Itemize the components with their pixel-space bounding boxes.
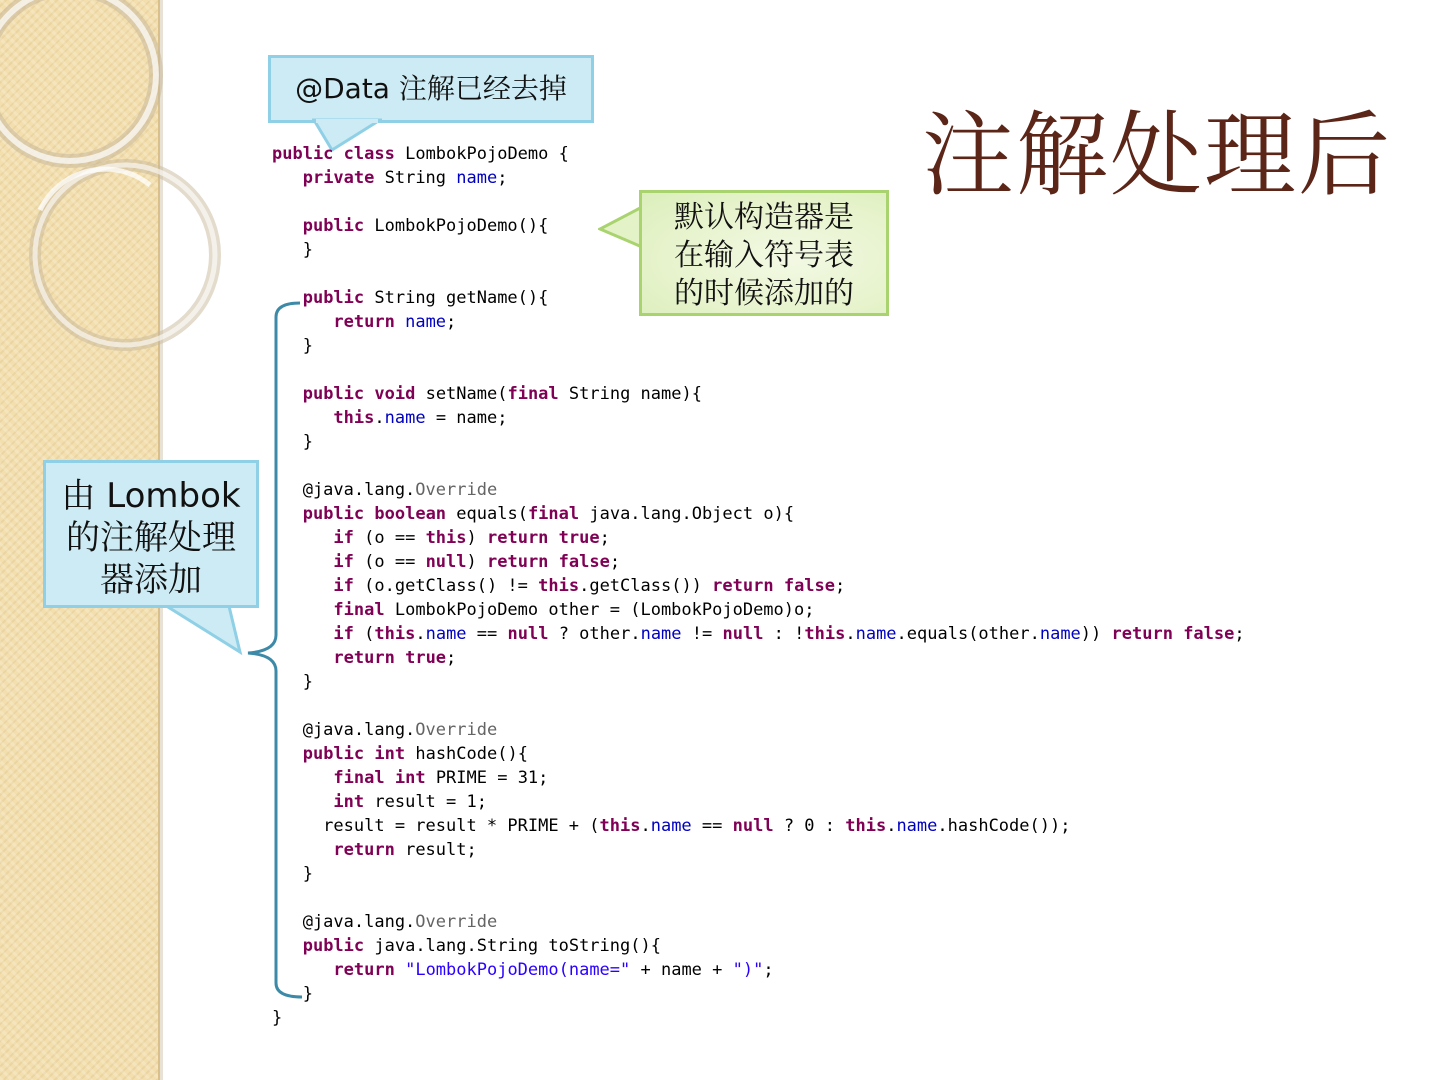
code-token: public (302, 504, 365, 524)
code-token: . (374, 408, 385, 428)
code-token: name (896, 816, 938, 836)
code-line (272, 430, 1245, 454)
code-token: this (538, 576, 580, 596)
code-token: } (272, 336, 313, 356)
code-token: java.lang.String toString(){ (364, 936, 661, 956)
code-token (385, 768, 395, 788)
code-token: int (394, 768, 426, 788)
code-token: false (558, 552, 610, 572)
code-token: name (1039, 624, 1081, 644)
callout-lombok-pointer (158, 600, 248, 656)
code-token: class (343, 144, 395, 164)
code-line (272, 742, 1245, 766)
code-token: @java.lang. (272, 480, 416, 500)
code-line (272, 718, 1245, 742)
code-token: . (415, 624, 426, 644)
code-token: false (783, 576, 836, 596)
code-token: null (425, 552, 467, 572)
code-token: .getClass()) (579, 576, 713, 596)
code-token: } (272, 1008, 283, 1028)
code-token (272, 648, 333, 668)
code-token: } (272, 984, 313, 1004)
code-line (272, 454, 1245, 478)
code-token (272, 960, 333, 980)
code-token: } (272, 864, 313, 884)
code-token (272, 216, 303, 236)
code-token: ")" (732, 960, 764, 980)
code-token (272, 504, 303, 524)
code-token (364, 744, 374, 764)
code-line (272, 502, 1245, 526)
code-token (272, 384, 303, 404)
code-token: ; (599, 528, 610, 548)
slide-title: 注解处理后 (921, 102, 1392, 209)
code-token (272, 576, 333, 596)
code-token: this (845, 816, 887, 836)
code-token: result = 1; (364, 792, 487, 812)
code-token (272, 792, 333, 812)
code-token (1173, 624, 1183, 644)
code-token: result = result * PRIME + ( (272, 816, 600, 836)
code-token: . (886, 816, 897, 836)
code-line (272, 958, 1245, 982)
code-token: name (384, 408, 426, 428)
code-token: . (640, 816, 651, 836)
code-line (272, 1006, 1245, 1030)
code-line (272, 814, 1245, 838)
code-token: null (507, 624, 549, 644)
code-line (272, 310, 1245, 334)
code-token (548, 552, 558, 572)
code-token: } (272, 432, 313, 452)
code-line (272, 574, 1245, 598)
code-token: return (333, 840, 395, 860)
code-token: + name + (630, 960, 733, 980)
code-line (272, 262, 1245, 286)
code-token: java.lang.Object o){ (579, 504, 795, 524)
code-token (272, 528, 333, 548)
code-token: ; (446, 648, 457, 668)
code-token: != (681, 624, 723, 644)
code-token: LombokPojoDemo(){ (364, 216, 549, 236)
code-token (548, 528, 558, 548)
code-token: void (374, 384, 416, 404)
code-token: (o == (353, 552, 426, 572)
ring-middle-inner (35, 165, 215, 345)
code-line (272, 934, 1245, 958)
code-token: } (272, 672, 313, 692)
code-line (272, 862, 1245, 886)
code-token: ( (353, 624, 375, 644)
code-line (272, 550, 1245, 574)
code-token: return (487, 552, 549, 572)
code-line (272, 382, 1245, 406)
code-token: String (374, 168, 457, 188)
code-token: equals( (446, 504, 528, 524)
code-token: null (722, 624, 764, 644)
code-token: == (691, 816, 733, 836)
code-token: (o.getClass() != (353, 576, 539, 596)
code-token (272, 744, 303, 764)
code-line (272, 646, 1245, 670)
code-token: name (855, 624, 897, 644)
code-token: String name){ (558, 384, 702, 404)
code-token (364, 384, 374, 404)
code-line (272, 910, 1245, 934)
code-token: this (333, 408, 375, 428)
code-token: setName( (415, 384, 508, 404)
code-line (272, 190, 1245, 214)
code-token: : ! (763, 624, 805, 644)
code-line (272, 142, 1245, 166)
code-token: return (333, 312, 395, 332)
code-token (272, 168, 303, 188)
code-token: name (456, 168, 498, 188)
code-token: ; (835, 576, 846, 596)
code-token: public (302, 936, 365, 956)
code-token: ; (446, 312, 457, 332)
code-token: PRIME = 31; (425, 768, 549, 788)
code-line (272, 886, 1245, 910)
code-token: false (1183, 624, 1235, 644)
code-token: boolean (374, 504, 447, 524)
code-token: @java.lang. (272, 912, 416, 932)
code-line (272, 238, 1245, 262)
code-token (272, 936, 303, 956)
code-token: )) (1080, 624, 1112, 644)
code-token: public (272, 144, 334, 164)
code-line (272, 598, 1245, 622)
code-token: public (302, 288, 365, 308)
code-token: hashCode(){ (405, 744, 528, 764)
code-line (272, 622, 1245, 646)
code-token (364, 504, 374, 524)
code-token: int (333, 792, 365, 812)
code-token: name (405, 312, 447, 332)
code-line (272, 838, 1245, 862)
callout-data-removed-text: @Data 注解已经去掉 (295, 72, 567, 105)
code-line (272, 766, 1245, 790)
code-line (272, 406, 1245, 430)
code-line (272, 790, 1245, 814)
code-token (272, 624, 333, 644)
code-token (774, 576, 784, 596)
code-line (272, 982, 1245, 1006)
code-token: String getName(){ (364, 288, 549, 308)
code-token: if (333, 576, 354, 596)
code-line (272, 478, 1245, 502)
code-token: if (333, 552, 354, 572)
code-token: final (333, 600, 385, 620)
code-token: if (333, 624, 354, 644)
callout-data-removed (268, 55, 594, 123)
code-token: = name; (425, 408, 508, 428)
callout-lombok-line3: 器添加 (100, 560, 202, 600)
code-token (272, 312, 333, 332)
code-token: . (845, 624, 856, 644)
code-token (272, 552, 333, 572)
code-line (272, 670, 1245, 694)
code-token: null (732, 816, 774, 836)
code-line (272, 286, 1245, 310)
code-token: final (507, 384, 559, 404)
code-token: (o == (353, 528, 426, 548)
code-token (272, 600, 333, 620)
code-token: return (333, 960, 395, 980)
code-token: int (374, 744, 406, 764)
code-token: ) (466, 552, 487, 572)
code-token: "LombokPojoDemo(name=" (405, 960, 631, 980)
code-token: ? other. (548, 624, 641, 644)
code-token: name (640, 624, 682, 644)
code-token: true (405, 648, 447, 668)
callout-lombok-line1: 由 Lombok (61, 476, 241, 516)
code-token: Override (415, 912, 498, 932)
code-line (272, 214, 1245, 238)
code-token: result; (394, 840, 477, 860)
callout-default-ctor-line1: 默认构造器是 (674, 200, 854, 235)
code-token: return (712, 576, 774, 596)
code-token: ; (609, 552, 621, 572)
code-token: LombokPojoDemo { (394, 144, 569, 164)
code-token (272, 408, 333, 428)
code-line (272, 358, 1245, 382)
callout-default-ctor-line3: 的时候添加的 (674, 276, 854, 311)
callout-lombok-line2: 的注解处理 (66, 518, 236, 558)
code-token: return (487, 528, 549, 548)
callout-lombok (43, 460, 259, 608)
code-token: .equals(other. (896, 624, 1040, 644)
code-token: public (302, 744, 365, 764)
code-token: } (272, 240, 313, 260)
code-token: private (302, 168, 375, 188)
code-token: this (804, 624, 846, 644)
code-token: this (599, 816, 641, 836)
code-token: name (650, 816, 692, 836)
code-token: if (333, 528, 354, 548)
code-token (395, 312, 405, 332)
code-token: ; (763, 960, 774, 980)
code-token: @java.lang. (272, 720, 416, 740)
code-line (272, 334, 1245, 358)
code-token: final (527, 504, 580, 524)
code-token: ; (497, 168, 508, 188)
code-token: public (302, 216, 365, 236)
code-token (333, 144, 343, 164)
code-token (272, 768, 333, 788)
code-token (395, 648, 405, 668)
code-token: Override (415, 480, 498, 500)
code-token: return (333, 648, 395, 668)
code-token: == (466, 624, 508, 644)
code-token: Override (415, 720, 498, 740)
code-token: this (425, 528, 467, 548)
code-line (272, 526, 1245, 550)
code-token: public (302, 384, 365, 404)
code-token: LombokPojoDemo other = (LombokPojoDemo)o; (384, 600, 815, 620)
code-block (272, 142, 1245, 1030)
code-token: ) (466, 528, 487, 548)
code-token: ; (1234, 624, 1245, 644)
callout-default-ctor-line2: 在输入符号表 (674, 238, 854, 273)
code-line (272, 166, 1245, 190)
code-token: return (1111, 624, 1173, 644)
code-token: ? 0 : (773, 816, 846, 836)
code-token: name (425, 624, 467, 644)
code-token: this (374, 624, 416, 644)
code-token: true (558, 528, 600, 548)
code-token: .hashCode()); (937, 816, 1071, 836)
code-token (272, 288, 303, 308)
code-line (272, 694, 1245, 718)
code-token: final (333, 768, 385, 788)
code-token (395, 960, 405, 980)
code-token (272, 840, 333, 860)
